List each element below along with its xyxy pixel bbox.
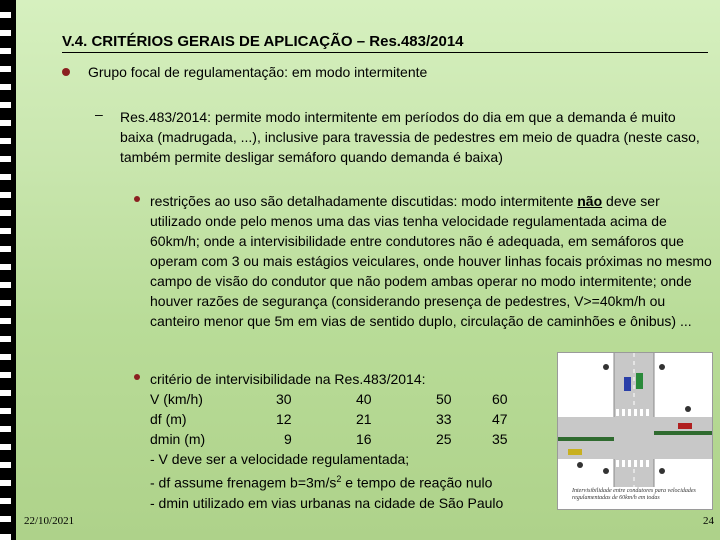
table-cell: 33	[436, 411, 452, 427]
page-number: 24	[703, 515, 714, 527]
table-cell: 9	[284, 431, 292, 447]
note-braking-sup: 2	[336, 474, 342, 484]
restrictions-text-before: restrições ao uso são detalhadamente discutidas: modo intermitente	[150, 193, 578, 209]
bullet-icon	[134, 374, 140, 380]
table-cell: dmin (m)	[150, 431, 206, 447]
table-row	[150, 389, 570, 409]
note-braking-after: e tempo de reação nulo	[341, 474, 493, 491]
restrictions-paragraph	[150, 191, 712, 331]
title-underline	[62, 52, 708, 53]
table-cell: V (km/h)	[150, 391, 203, 407]
diagram-caption: Intervisibilidade entre condutores para velocidades regulamentadas de 60km/h em todas	[572, 488, 696, 501]
table-cell: 12	[276, 411, 292, 427]
table-cell: 40	[356, 391, 372, 407]
table-cell: 16	[356, 431, 372, 447]
bullet-icon	[62, 68, 70, 76]
table-cell: 30	[276, 391, 292, 407]
table-cell: df (m)	[150, 411, 187, 427]
bullet-focal-group-label: Grupo focal de regulamentação:	[88, 64, 289, 80]
note-speed: - V deve ser a velocidade regulamentada;	[150, 451, 410, 467]
note-dmin: - dmin utilizado em vias urbanas na cidade de São Paulo	[150, 494, 504, 511]
intersection-illustration	[558, 353, 712, 487]
table-cell: 50	[436, 391, 452, 407]
bullet-focal-group	[88, 64, 427, 80]
intervisibility-intro: critério de intervisibilidade na Res.483/2014:	[150, 371, 426, 387]
bullet-icon	[134, 196, 140, 202]
bullet-focal-group-text: em modo intermitente	[288, 64, 428, 80]
intervisibility-block	[150, 369, 570, 513]
dash-marker: –	[95, 106, 103, 122]
table-row	[150, 409, 570, 429]
table-cell: 35	[492, 431, 508, 447]
intersection-diagram	[557, 352, 713, 510]
note-braking	[150, 469, 570, 493]
restrictions-text-after: deve ser utilizado onde pelo menos uma das vias tenha velocidade regulamentada acima de 60km/h; onde a intervisibilidade entre condutores não é adequada, em semáforos que operam com 3 ou mais estágios veiculares, onde houver linhas focais próximas no mesmo campo de visão do condutor que não podem ambas operar no modo intermitente; onde houver razões de segurança (considerando presença de pedestres, V>=40km/h ou canteiro menor que 5m em vias de sentido duplo, circulação de caminhões e ônibus) ...	[150, 193, 712, 329]
slide-title: V.4. CRITÉRIOS GERAIS DE APLICAÇÃO – Res.483/2014	[62, 33, 464, 50]
restrictions-emphasis: não	[577, 193, 603, 209]
table-cell: 47	[492, 411, 508, 427]
table-cell: 21	[356, 411, 372, 427]
table-cell: 60	[492, 391, 508, 407]
film-strip-border	[0, 0, 16, 540]
table-row	[150, 429, 570, 449]
res483-paragraph: Res.483/2014: permite modo intermitente em períodos do dia em que a demanda é muito baixa (madrugada, ...), inclusive para travessia de pedestres em meio de quadra (neste caso, também permite desligar semáforo quando demanda é baixa)	[120, 109, 700, 165]
note-braking-before: - df assume frenagem b=3m/s	[150, 474, 337, 491]
table-cell: 25	[436, 431, 452, 447]
footer-date: 22/10/2021	[24, 515, 75, 527]
